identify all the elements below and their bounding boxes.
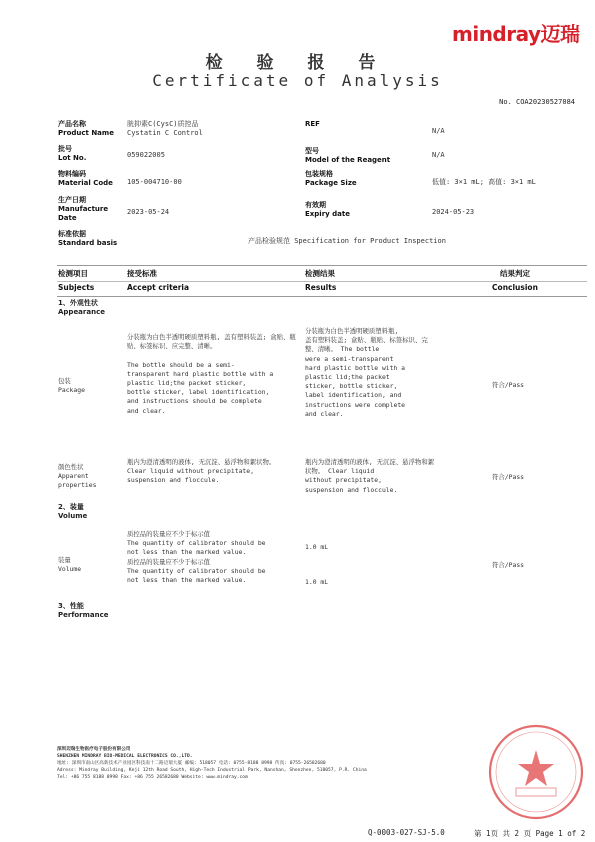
company-seal-stamp	[486, 722, 586, 822]
row-appearance-result: 瓶内为澄清透明的液体, 无沉淀、悬浮物和絮状物。 Clear liquid without precipitate, suspension and floccule.	[305, 458, 435, 494]
document-number: Q-0003-027-SJ-5.0	[368, 828, 445, 837]
lot-value: 059022005	[127, 151, 165, 159]
title-cn: 检 验 报 告	[205, 53, 390, 73]
model-label: 型号 Model of the Reagent	[305, 147, 391, 164]
lot-label: 批号 Lot No.	[58, 145, 87, 162]
row-volume-result-low: 1.0 mL	[305, 543, 329, 551]
header-rule-top	[57, 265, 587, 266]
model-value: N/A	[432, 151, 445, 159]
col-conclusion-header: 结果判定 Conclusion	[492, 269, 538, 292]
row-package-conclusion: 符合/Pass	[492, 381, 525, 389]
footer-block: 深圳迈瑞生物医疗电子股份有限公司 SHENZHEN MINDRAY BIO-MEDICAL ELECTRONICS CO.,LTD. 地址: 深圳市南山区高新技术产业园区科技南十二路迈瑞大厦 邮编: 518057 电话: 0755-8188 8998 传真: 0755-26582680 Adress: Mindray Building, Keji 12th Road South, High-Tech Industrial Park, Nanshan, Shenzhen, 518057, P.R. China Tel: +86 755 8188 8998 Fax: +86 755 26582680 Website: www.mindray.com	[57, 747, 367, 780]
col-subjects-header: 检测项目 Subjects	[58, 269, 95, 292]
row-appearance-item: 颜色性状 Apparent properties	[58, 463, 97, 490]
expiry-value: 2024-05-23	[432, 208, 475, 216]
material-value: 105-004710-00	[127, 178, 182, 186]
row-volume-result-high: 1.0 mL	[305, 578, 329, 586]
package-label: 包装规格 Package Size	[305, 170, 357, 187]
page-number: 第 1页 共 2 页 Page 1 of 2	[474, 829, 586, 838]
standard-value: 产品检验规范 Specification for Product Inspection	[248, 237, 446, 245]
section-performance: 3、性能 Performance	[58, 602, 109, 619]
row-appearance-conclusion: 符合/Pass	[492, 473, 525, 481]
ref-value: N/A	[432, 127, 445, 135]
header-rule-mid	[57, 281, 587, 282]
row-appearance-criteria: 瓶内为澄清透明的液体, 无沉淀、悬浮物和絮状物。 Clear liquid without precipitate, suspension and floccule.	[127, 458, 276, 485]
row-package-criteria: 分装瓶为白色半透明硬质塑料瓶, 盖有塑料装盖; 盒贴、瓶贴、标签标识、应完整、清晰。 The bottle should be a semi- transparent hard plastic bottle with a plastic lid;the packet sticker, bottle sticker, label identification, and instructions should be complete and clear.	[127, 333, 296, 415]
title-en: Certificate of Analysis	[152, 71, 443, 90]
material-label: 物料编码 Material Code	[58, 170, 113, 187]
ref-label: REF	[305, 120, 320, 128]
product-name-value: 胱抑素C(CysC)质控品 Cystatin C Control	[127, 120, 203, 137]
product-name-label: 产品名称 Product Name	[58, 120, 114, 137]
col-results-header: 检测结果 Results	[305, 269, 337, 292]
header-rule-bottom	[57, 296, 587, 297]
mindray-logo: mindray迈瑞	[452, 22, 580, 46]
package-value: 低值: 3×1 mL; 高值: 3×1 mL	[432, 178, 536, 186]
row-package-result: 分装瓶为白色半透明硬质塑料瓶, 盖有塑料装盖; 盒贴、瓶贴、标签标识、完整、清晰。 The bottle were a semi-transparent hard plastic bottle with a plastic lid;the packet sticker, bottle sticker, label identification, and instructions were complete and clear.	[305, 327, 428, 418]
row-volume-criteria: 质控品的装量应不少于标示值 The quantity of calibrator should be not less than the marked value. 质控品的装量应不少于标示值 The quantity of calibrator should be not less than the marked value.	[127, 530, 266, 585]
mfg-date-label: 生产日期 Manufacture Date	[58, 196, 109, 222]
expiry-label: 有效期 Expiry date	[305, 201, 350, 218]
row-package-item: 包装 Package	[58, 377, 85, 395]
section-volume: 2、装量 Volume	[58, 503, 88, 520]
row-volume-conclusion: 符合/Pass	[492, 561, 525, 569]
col-criteria-header: 接受标准 Accept criteria	[127, 269, 190, 292]
certificate-number: No. COA20230527084	[499, 98, 575, 106]
section-appearance: 1、外观性状 Appearance	[58, 299, 105, 316]
mfg-date-value: 2023-05-24	[127, 208, 170, 216]
row-volume-item: 装量 Volume	[58, 556, 82, 574]
standard-label: 标准依据 Standard basis	[58, 230, 118, 247]
